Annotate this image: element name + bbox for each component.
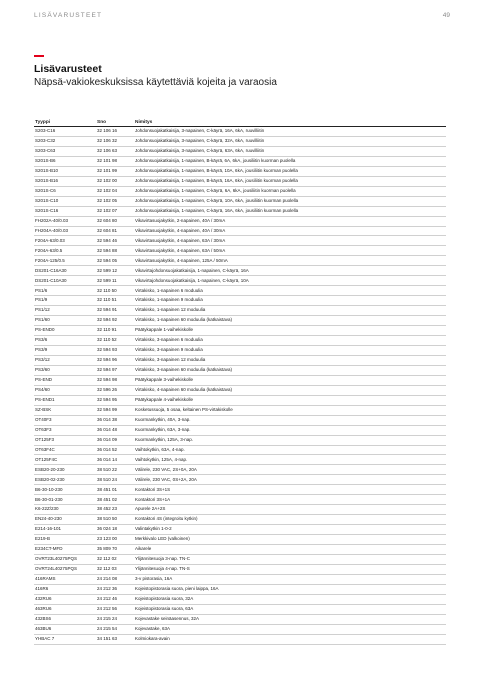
- cell-stro: 24 215 24: [96, 614, 134, 624]
- cell-stro: 32 112 02: [96, 554, 134, 564]
- cell-stro: 32 102 00: [96, 176, 134, 186]
- table-row: [34, 276, 446, 286]
- cell-name: Johdonsuojakatkaisija, 1-napainen, C-käyrä, 10A, 6kA, jousiliitin kuorman puolella: [134, 196, 446, 206]
- cell-type: F204A-63/0.5: [34, 246, 96, 256]
- cell-type: 432BS6: [34, 614, 96, 624]
- cell-name: Päätykappale 3-vaihekiskolle: [134, 375, 446, 385]
- cell-type: OT125F4C: [34, 455, 96, 465]
- table-row: [34, 236, 446, 246]
- column-header-type: Tyyppi: [34, 118, 96, 127]
- table-row: [34, 166, 446, 176]
- table-row: [34, 196, 446, 206]
- cell-type: E219-B: [34, 535, 96, 545]
- table-row: [34, 226, 446, 236]
- cell-type: S201S-C10: [34, 196, 96, 206]
- cell-stro: 34 151 63: [96, 634, 134, 644]
- cell-name: Kuormankytkin, 63A, 3-nap.: [134, 425, 446, 435]
- cell-stro: 32 110 50: [96, 286, 134, 296]
- table-row: [34, 246, 446, 256]
- cell-type: PS-END1: [34, 395, 96, 405]
- cell-type: 416RAMS: [34, 574, 96, 584]
- cell-type: B6-30-10-230: [34, 485, 96, 495]
- cell-name: Vaihtokytkin, 125A, 4-nap.: [134, 455, 446, 465]
- cell-name: Kuormankytkin, 40A, 3-nap.: [134, 415, 446, 425]
- cell-type: OT125F3: [34, 435, 96, 445]
- cell-name: Virtakisko, 1-napainen 12 moduulia: [134, 306, 446, 316]
- cell-stro: 32 594 98: [96, 375, 134, 385]
- cell-stro: 32 594 91: [96, 306, 134, 316]
- cell-name: Vikavirtasuojakytkin, 4-napainen, 125A / 50mA: [134, 256, 446, 266]
- cell-name: Päätykappale 4-vaihekiskolle: [134, 395, 446, 405]
- cell-stro: 32 112 03: [96, 564, 134, 574]
- cell-type: PS4/60: [34, 385, 96, 395]
- table-row: [34, 176, 446, 186]
- table-row: [34, 186, 446, 196]
- cell-name: Vikavirtajohdonsuojakatkaisija, 1-napainen, C-käyrä, 16A: [134, 266, 446, 276]
- table-row: [34, 365, 446, 375]
- cell-stro: 32 106 32: [96, 136, 134, 146]
- cell-type: OT40F3: [34, 415, 96, 425]
- cell-name: Virtakisko, 1-napainen 6 moduulia: [134, 286, 446, 296]
- cell-type: 463BU6: [34, 624, 96, 634]
- header-row: [34, 118, 446, 127]
- cell-name: Merkkivalo LED (valkoinen): [134, 535, 446, 545]
- cell-stro: 24 212 36: [96, 584, 134, 594]
- cell-name: Johdonsuojakatkaisija, 1-napainen, B-käyrä, 6A, 6kA, jousiliitin kuorman puolella: [134, 156, 446, 166]
- cell-stro: 32 102 04: [96, 186, 134, 196]
- cell-type: PS1/12: [34, 306, 96, 316]
- table-row: [34, 156, 446, 166]
- cell-type: PS3/9: [34, 345, 96, 355]
- cell-type: SZ-BSK: [34, 405, 96, 415]
- cell-name: Virtakisko, 3-napainen 12 moduulia: [134, 355, 446, 365]
- cell-name: Vikavirtasuojakytkin, 4-napainen, 40A / 30mA: [134, 226, 446, 236]
- cell-type: OVRT23L40275PQS: [34, 554, 96, 564]
- cell-stro: 38 510 22: [96, 465, 134, 475]
- table-row: [34, 505, 446, 515]
- cell-type: PS3/60: [34, 365, 96, 375]
- accent-bar: [34, 55, 44, 57]
- cell-type: F204A-125/0.5: [34, 256, 96, 266]
- cell-stro: 38 510 24: [96, 475, 134, 485]
- cell-stro: 36 014 09: [96, 435, 134, 445]
- cell-type: S201S-B16: [34, 176, 96, 186]
- cell-stro: 32 110 91: [96, 326, 134, 336]
- table-row: [34, 545, 446, 555]
- table-row: [34, 206, 446, 216]
- cell-type: DS201-C10A30: [34, 276, 96, 286]
- section-subtitle: Näpsä-vakiokeskuksissa käytettäviä kojeita ja varaosia: [34, 77, 277, 88]
- cell-type: S203-C32: [34, 136, 96, 146]
- cell-name: Kuormankytkin, 125A, 3-nap.: [134, 435, 446, 445]
- table-row: [34, 216, 446, 226]
- cell-stro: 32 594 92: [96, 316, 134, 326]
- cell-type: S201S-B6: [34, 156, 96, 166]
- table-row: [34, 286, 446, 296]
- cell-name: Välirele, 230 VAC, 0S+2A, 20A: [134, 475, 446, 485]
- cell-name: Kontaktori 3S+1A: [134, 495, 446, 505]
- cell-name: Kojeistopistorasia suora, 63A: [134, 604, 446, 614]
- cell-name: Kontaktori 3S+1S: [134, 485, 446, 495]
- cell-stro: 24 214 08: [96, 574, 134, 584]
- column-header-name: Nimitys: [134, 118, 446, 127]
- cell-type: F204A-63/0.03: [34, 236, 96, 246]
- cell-type: OT63F3: [34, 425, 96, 435]
- cell-type: EN24-40-230: [34, 515, 96, 525]
- cell-stro: 32 604 81: [96, 226, 134, 236]
- cell-name: Päätykappale 1-vaihekiskolle: [134, 326, 446, 336]
- table-row: [34, 345, 446, 355]
- cell-name: Virtakisko, 4-napainen 60 moduulia (katkaistava): [134, 385, 446, 395]
- cell-name: Aikarele: [134, 545, 446, 555]
- table-row: [34, 564, 446, 574]
- cell-type: E214-16-101: [34, 525, 96, 535]
- cell-type: S201S-C6: [34, 186, 96, 196]
- cell-type: FH204A-40/0.03: [34, 226, 96, 236]
- cell-name: Virtakisko, 3-napainen 6 moduulia: [134, 336, 446, 346]
- cell-stro: 38 510 50: [96, 515, 134, 525]
- table-row: [34, 495, 446, 505]
- cell-type: OVRT24L40275PQS: [34, 564, 96, 574]
- table-row: [34, 624, 446, 634]
- cell-stro: 36 014 38: [96, 415, 134, 425]
- cell-stro: 32 599 11: [96, 276, 134, 286]
- cell-stro: 36 024 18: [96, 525, 134, 535]
- table-row: [34, 525, 446, 535]
- table-row: [34, 594, 446, 604]
- page-number: 49: [442, 12, 450, 19]
- table-row: [34, 584, 446, 594]
- table-row: [34, 375, 446, 385]
- cell-name: Virtakisko, 3-napainen 9 moduulia: [134, 345, 446, 355]
- cell-name: Kontaktori 4S (integroitu kytkin): [134, 515, 446, 525]
- cell-stro: 32 594 96: [96, 355, 134, 365]
- cell-type: 463RU6: [34, 604, 96, 614]
- cell-name: Virtakisko, 1-napainen 60 moduulia (katkaistava): [134, 316, 446, 326]
- cell-stro: 32 594 46: [96, 236, 134, 246]
- cell-type: PS3/6: [34, 336, 96, 346]
- cell-name: Johdonsuojakatkaisija, 3-napainen, C-käyrä, 63A, 6kA, ruuvilliitin: [134, 146, 446, 156]
- table-row: [34, 326, 446, 336]
- cell-stro: 32 599 12: [96, 266, 134, 276]
- cell-name: Kojevastake, 63A: [134, 624, 446, 634]
- cell-name: Ylijännitesuoja 4-nap. TN-S: [134, 564, 446, 574]
- cell-type: PS-END0: [34, 326, 96, 336]
- cell-name: Johdonsuojakatkaisija, 1-napainen, C-käyrä, 16A, 6kA, jousiliitin kuorman puolella: [134, 206, 446, 216]
- column-header-stro: Sno: [96, 118, 134, 127]
- cell-name: 3-v pistorasia, 16A: [134, 574, 446, 584]
- cell-type: E234CT-MFD: [34, 545, 96, 555]
- table-row: [34, 475, 446, 485]
- table-row: [34, 136, 446, 146]
- cell-name: Välirele, 230 VAC, 2S+0A, 20A: [134, 465, 446, 475]
- cell-name: Vikavirtajohdonsuojakatkaisija, 1-napainen, C-käyrä, 10A: [134, 276, 446, 286]
- section-title: Lisävarusteet: [34, 63, 102, 75]
- table-row: [34, 455, 446, 465]
- table-row: [34, 385, 446, 395]
- cell-stro: 32 594 97: [96, 365, 134, 375]
- cell-type: DS201-C16A30: [34, 266, 96, 276]
- cell-stro: 32 101 98: [96, 156, 134, 166]
- cell-type: S203-C16: [34, 127, 96, 137]
- cell-name: Johdonsuojakatkaisija, 1-napainen, B-käyrä, 10A, 6kA, jousiliitin kuorman puolella: [134, 166, 446, 176]
- cell-type: S201S-C16: [34, 206, 96, 216]
- table-row: [34, 256, 446, 266]
- cell-stro: 24 212 56: [96, 604, 134, 614]
- table-row: [34, 515, 446, 525]
- table-row: [34, 355, 446, 365]
- table-row: [34, 336, 446, 346]
- cell-name: Kojeistopistorasia suora, 32A: [134, 594, 446, 604]
- table-row: [34, 634, 446, 644]
- table-row: [34, 425, 446, 435]
- cell-stro: 32 110 51: [96, 296, 134, 306]
- running-head: LISÄVARUSTEET: [34, 12, 103, 19]
- cell-type: PS3/12: [34, 355, 96, 365]
- cell-stro: 35 809 70: [96, 545, 134, 555]
- cell-stro: 32 594 95: [96, 395, 134, 405]
- cell-stro: 32 110 52: [96, 336, 134, 346]
- cell-type: OT63F4C: [34, 445, 96, 455]
- cell-stro: 32 594 99: [96, 405, 134, 415]
- table-row: [34, 405, 446, 415]
- table-row: [34, 296, 446, 306]
- cell-name: Vikavirtasuojakytkin, 4-napainen, 63A / 30mA: [134, 236, 446, 246]
- table-row: [34, 435, 446, 445]
- table-header: [34, 118, 446, 127]
- cell-stro: 32 102 07: [96, 206, 134, 216]
- cell-stro: 32 101 99: [96, 166, 134, 176]
- cell-name: Kojevastake seinäasennus, 32A: [134, 614, 446, 624]
- cell-type: YHBAC 7: [34, 634, 96, 644]
- table-row: [34, 316, 446, 326]
- cell-name: Vaihtokytkin, 63A, 4-nap.: [134, 445, 446, 455]
- table-row: [34, 127, 446, 137]
- cell-stro: 32 102 05: [96, 196, 134, 206]
- cell-name: Johdonsuojakatkaisija, 3-napainen, C-käyrä, 32A, 6kA, ruuvilliitin: [134, 136, 446, 146]
- cell-name: Johdonsuojakatkaisija, 1-napainen, C-käyrä, 6A, 6kA, jousiliitin kuorman puolella: [134, 186, 446, 196]
- table-row: [34, 395, 446, 405]
- cell-name: Apurele 2A+2S: [134, 505, 446, 515]
- cell-name: Ylijännitesuoja 3-nap. TN-C: [134, 554, 446, 564]
- table-body: [34, 127, 446, 645]
- cell-name: Kolmiokara-avain: [134, 634, 446, 644]
- cell-type: PS-END: [34, 375, 96, 385]
- cell-type: PS1/9: [34, 296, 96, 306]
- cell-name: Virtakisko, 1-napainen 9 moduulia: [134, 296, 446, 306]
- cell-name: Kojeistopistorasia suora, pieni laippa, 16A: [134, 584, 446, 594]
- cell-type: ESB20-20-230: [34, 465, 96, 475]
- table-row: [34, 146, 446, 156]
- cell-type: 416R6: [34, 584, 96, 594]
- table-row: [34, 415, 446, 425]
- cell-type: 432RU6: [34, 594, 96, 604]
- cell-stro: 32 594 93: [96, 345, 134, 355]
- table-row: [34, 535, 446, 545]
- table-row: [34, 445, 446, 455]
- cell-stro: 32 596 26: [96, 385, 134, 395]
- cell-name: Johdonsuojakatkaisija, 3-napainen, C-käyrä, 16A, 6kA, ruuvilliitin: [134, 127, 446, 137]
- cell-type: ESB20-02-230: [34, 475, 96, 485]
- cell-stro: 36 014 48: [96, 425, 134, 435]
- cell-stro: 32 106 63: [96, 146, 134, 156]
- product-table: [34, 118, 446, 645]
- cell-stro: 32 594 05: [96, 256, 134, 266]
- cell-stro: 36 014 14: [96, 455, 134, 465]
- table-row: [34, 266, 446, 276]
- table-row: [34, 614, 446, 624]
- cell-stro: 32 106 16: [96, 127, 134, 137]
- table-row: [34, 604, 446, 614]
- table-row: [34, 574, 446, 584]
- cell-type: K6-22Z/230: [34, 505, 96, 515]
- cell-name: Vikavirtasuojakytkin, 4-napainen, 63A / 50mA: [134, 246, 446, 256]
- cell-type: FH202A-40/0.03: [34, 216, 96, 226]
- cell-name: Vikavirtasuojakytkin, 2-napainen, 40A / 30mA: [134, 216, 446, 226]
- cell-stro: 32 604 80: [96, 216, 134, 226]
- cell-stro: 24 212 46: [96, 594, 134, 604]
- table-row: [34, 554, 446, 564]
- cell-stro: 38 452 23: [96, 505, 134, 515]
- cell-stro: 38 451 02: [96, 495, 134, 505]
- cell-name: Virtakisko, 3-napainen 60 moduulia (katkaistava): [134, 365, 446, 375]
- table-row: [34, 485, 446, 495]
- cell-type: B6-30-01-230: [34, 495, 96, 505]
- table-row: [34, 306, 446, 316]
- cell-stro: 38 451 01: [96, 485, 134, 495]
- cell-type: PS1/6: [34, 286, 96, 296]
- table-row: [34, 465, 446, 475]
- cell-stro: 32 594 88: [96, 246, 134, 256]
- cell-stro: 24 215 54: [96, 624, 134, 634]
- cell-type: S203-C63: [34, 146, 96, 156]
- cell-name: Valintakytkin 1-0-2: [134, 525, 446, 535]
- cell-name: Kosketussuoja, 5 osaa, keltainen PS-virtakiskolle: [134, 405, 446, 415]
- cell-name: Johdonsuojakatkaisija, 1-napainen, B-käyrä, 16A, 6kA, jousiliitin kuorman puolella: [134, 176, 446, 186]
- cell-stro: 23 123 00: [96, 535, 134, 545]
- cell-type: S201S-B10: [34, 166, 96, 176]
- cell-type: PS1/60: [34, 316, 96, 326]
- cell-stro: 36 014 52: [96, 445, 134, 455]
